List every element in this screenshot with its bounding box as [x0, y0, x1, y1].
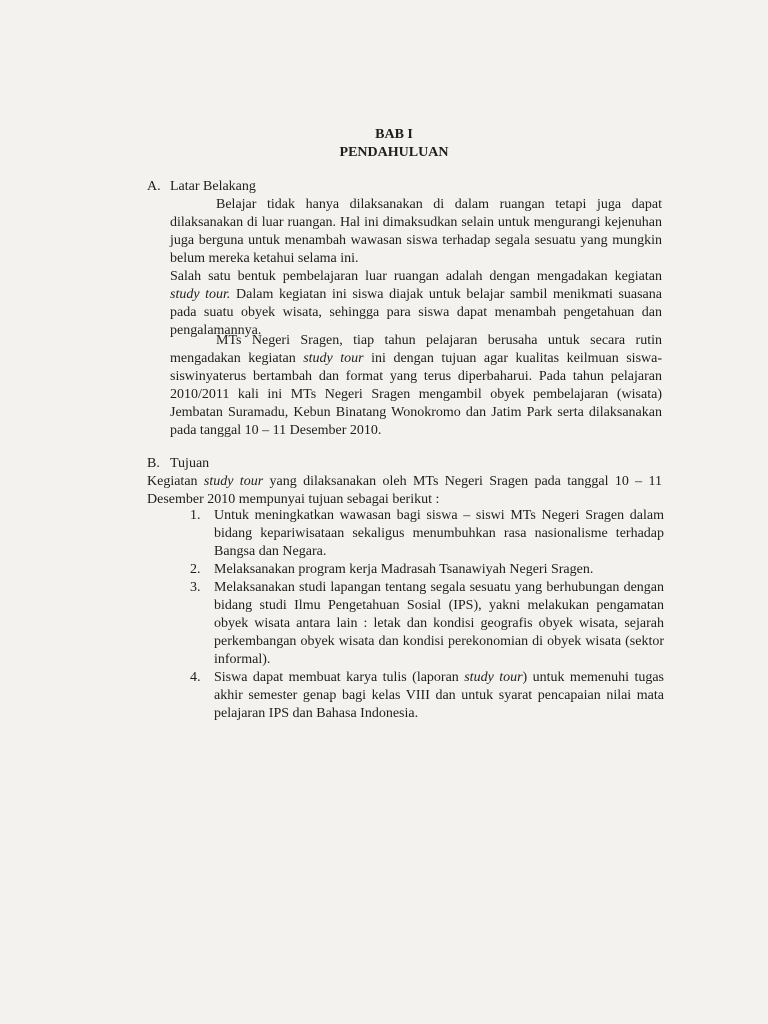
section-b-heading: [147, 455, 209, 473]
item-4-italic: study tour: [464, 670, 523, 685]
list-item-3: [190, 579, 664, 669]
paragraph-2-italic: study tour.: [170, 287, 231, 302]
paragraph-3-text-end: ini dengan tujuan agar kualitas keilmuan siswa-siswinyaterus bertambah dan format yang terus diperbaharui. Pada tahun pelajaran 2010/2011 kali ini MTs Negeri Sragen mengambil obyek pembelajaran (wisata) Jembatan Suramadu, Kebun Binatang Wonokromo dan Jatim Park serta dilaksanakan pada tanggal 10 – 11 Desember 2010.: [170, 351, 662, 438]
list-item-number: 3.: [190, 580, 201, 595]
list-item-4: [190, 669, 664, 723]
intro-text-start: Kegiatan: [147, 474, 204, 489]
section-a-paragraph-3: [170, 332, 662, 440]
paragraph-2-text-end: Dalam kegiatan ini siswa diajak untuk belajar sambil menikmati suasana pada suatu obyek wisata, sehingga para siswa dapat menambah pengetahuan dan pengalamannya.: [170, 287, 662, 338]
list-item-1: [190, 507, 664, 561]
intro-text-end: yang dilaksanakan oleh MTs Negeri Sragen pada tanggal 10 – 11 Desember 2010 mempunyai tujuan sebagai berikut :: [147, 474, 663, 507]
item-4-text-start: Siswa dapat membuat karya tulis (laporan: [214, 670, 465, 685]
section-a-paragraph-2: [170, 268, 662, 340]
chapter-title: PENDAHULUAN: [339, 145, 449, 160]
list-item-number: 1.: [190, 508, 201, 523]
section-a-paragraph-1: Belajar tidak hanya dilaksanakan di dalam ruangan tetapi juga dapat dilaksanakan di luar ruangan. Hal ini dimaksudkan selain untuk mengurangi kejenuhan juga berguna untuk menambah wawasan siswa terhadap segala sesuatu yang mungkin belum mereka ketahui selama ini.: [170, 197, 662, 266]
list-item-text: Melaksanakan studi lapangan tentang segala sesuatu yang berhubungan dengan bidang studi Ilmu Pengetahuan Sosial (IPS), yakni melakukan pengamatan obyek wisata antara lain : letak dan kondisi geografis obyek wisata, sejarah perkembangan obyek wisata dan kondisi perekonomian di obyek wisata (sektor informal).: [214, 580, 664, 667]
section-b-number: B.: [147, 456, 160, 471]
section-a-title: Latar Belakang: [170, 179, 256, 194]
section-b-intro: [147, 473, 662, 509]
section-a-number: A.: [147, 179, 161, 194]
list-item-number: 2.: [190, 562, 201, 577]
chapter-label: BAB I: [375, 127, 413, 142]
section-a-heading: [147, 178, 256, 196]
intro-italic: study tour: [203, 474, 264, 489]
list-item-text: [214, 669, 664, 723]
paragraph-2-text-start: Salah satu bentuk pembelajaran luar ruangan adalah dengan mengadakan kegiatan: [170, 269, 662, 284]
list-item-text: Melaksanakan program kerja Madrasah Tsanawiyah Negeri Sragen.: [214, 562, 594, 577]
list-item-number: 4.: [190, 670, 201, 685]
item-4-text-end: ) untuk memenuhi tugas akhir semester genap bagi kelas VIII dan untuk syarat pencapaian nilai mata pelajaran IPS dan Bahasa Indonesia.: [214, 670, 665, 721]
list-item-2: [190, 561, 664, 579]
section-b-title: Tujuan: [170, 456, 210, 471]
paragraph-3-text-start: MTs Negeri Sragen, tiap tahun pelajaran berusaha untuk secara rutin mengadakan kegiatan: [170, 333, 662, 366]
paragraph-3-italic: study tour: [303, 351, 364, 366]
list-item-text: Untuk meningkatkan wawasan bagi siswa – siswi MTs Negeri Sragen dalam bidang kepariwisataan sekaligus menumbuhkan rasa nasionalisme terhadap Bangsa dan Negara.: [214, 508, 664, 559]
